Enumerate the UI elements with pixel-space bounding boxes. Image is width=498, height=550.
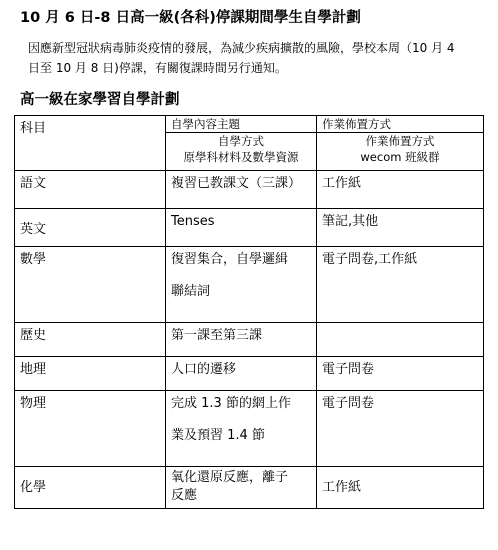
row-subject: 語文 — [15, 171, 166, 209]
row-homework: 工作紙 — [317, 467, 484, 509]
table-row — [15, 247, 484, 323]
row-homework: 工作紙 — [317, 171, 484, 209]
header-topic: 自學內容主題 — [166, 116, 317, 133]
topic-method-value: 原學科材料及數學資源 — [183, 150, 299, 164]
topic-line: 復習集合，自學邏緝 — [171, 252, 289, 267]
notice-line-2: 日至 10 月 8 日)停課，有關復課時間另行通知。 — [28, 61, 287, 75]
row-homework: 筆記,其他 — [317, 209, 484, 247]
table-row — [15, 391, 484, 467]
topic-line: 反應 — [171, 488, 198, 503]
topic-line: 第一課至第三課 — [171, 328, 263, 343]
topic-line: 業及預習 1.4 節 — [171, 428, 265, 443]
row-subject: 地理 — [15, 357, 166, 391]
document-title: 10 月 6 日-8 日高一級(各科)停課期間學生自學計劃 — [20, 10, 361, 26]
row-topic — [166, 247, 317, 323]
topic-line: 聯結詞 — [171, 284, 211, 299]
header-subject: 科目 — [15, 116, 166, 171]
self-study-plan-table — [14, 115, 484, 509]
row-homework: 電子問卷 — [317, 357, 484, 391]
header-homework: 作業佈置方式 — [317, 116, 484, 133]
row-topic — [166, 467, 317, 509]
table-row — [15, 467, 484, 509]
topic-method-label: 自學方式 — [218, 134, 264, 148]
header-homework-method — [317, 133, 484, 171]
table-row — [15, 209, 484, 247]
notice-line-1: 因應新型冠狀病毒肺炎疫情的發展，為減少疾病擴散的風險，學校本周（10 月 4 — [28, 41, 455, 55]
table-row — [15, 171, 484, 209]
topic-line: 氧化還原反應，離子 — [171, 470, 289, 485]
row-subject: 英文 — [15, 209, 166, 247]
header-topic-method — [166, 133, 317, 171]
homework-method-value: wecom 班級群 — [360, 150, 440, 164]
plan-subtitle: 高一級在家學習自學計劃 — [20, 92, 180, 108]
row-subject: 化學 — [15, 467, 166, 509]
row-topic — [166, 209, 317, 247]
topic-line: 複習已教課文（三課） — [171, 176, 302, 191]
topic-line: Tenses — [171, 214, 215, 229]
table-row — [15, 357, 484, 391]
row-topic — [166, 323, 317, 357]
row-topic — [166, 391, 317, 467]
row-topic — [166, 357, 317, 391]
row-topic — [166, 171, 317, 209]
homework-method-label: 作業佈置方式 — [365, 134, 435, 148]
row-subject: 數學 — [15, 247, 166, 323]
row-homework: 電子問卷,工作紙 — [317, 247, 484, 323]
row-subject: 歷史 — [15, 323, 166, 357]
topic-line: 人口的遷移 — [171, 362, 237, 377]
row-homework: 電子問卷 — [317, 391, 484, 467]
row-homework — [317, 323, 484, 357]
closure-notice — [28, 38, 480, 78]
table-row — [15, 323, 484, 357]
topic-line: 完成 1.3 節的網上作 — [171, 396, 291, 411]
row-subject: 物理 — [15, 391, 166, 467]
